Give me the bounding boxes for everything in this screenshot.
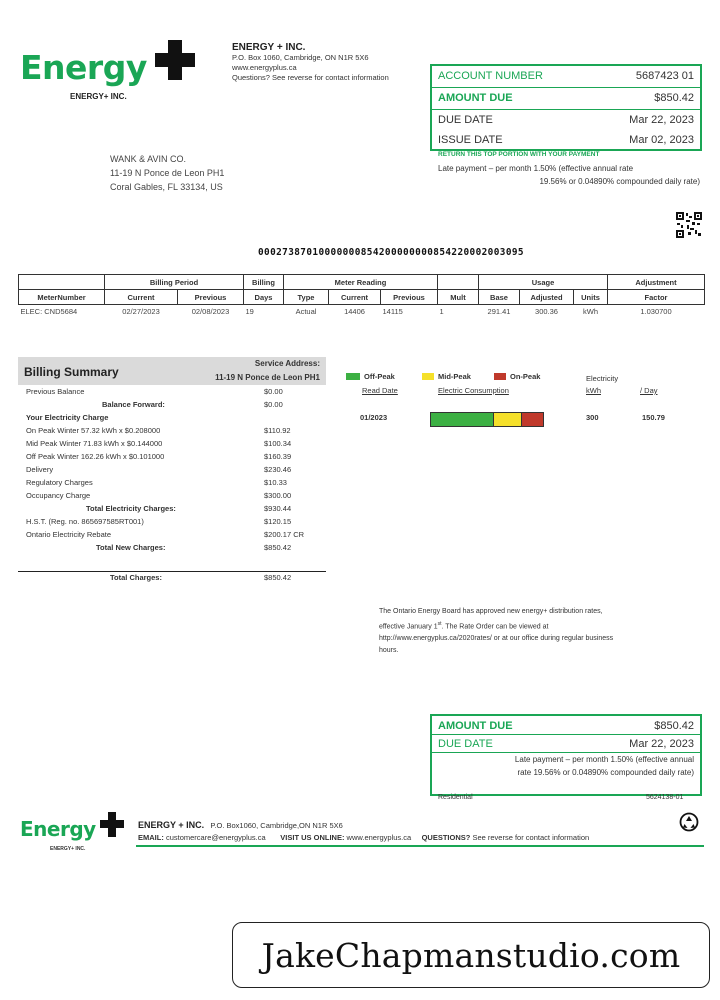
table-cell: 291.41 (487, 307, 511, 317)
row-amount: $0.00 (264, 400, 283, 409)
table-cell: 300.36 (535, 307, 558, 317)
row-amount: $120.15 (264, 517, 292, 526)
payment-scanline: 00027387010000000854200000000854220002003095 (258, 247, 524, 258)
email-link[interactable]: customercare@energyplus.ca (165, 833, 266, 842)
meter-reading-table (18, 274, 705, 319)
notice-line[interactable]: http://www.energyplus.ca/2020rates/ or at our office during regular business (379, 635, 614, 643)
row-label: Delivery (26, 465, 54, 474)
customer-city: Coral Gables, FL 33134, US (110, 182, 223, 192)
table-row (19, 305, 705, 319)
col-header: Mult (438, 290, 479, 305)
row-per-day: 150.79 (642, 413, 665, 422)
footer-logo (18, 812, 130, 854)
service-address-label: Service Address: (254, 359, 320, 368)
late-payment-note (438, 754, 694, 779)
rate-notice (379, 606, 701, 657)
consumption-panel (346, 372, 706, 432)
total-charges-amount: $850.42 (264, 573, 292, 582)
list-item (26, 451, 326, 464)
company-questions: Questions? See reverse for contact information (232, 73, 389, 82)
account-number: 5687423 01 (635, 70, 694, 82)
reference-number: 5624138-01 (646, 794, 684, 801)
row-amount: $930.44 (264, 504, 292, 513)
row-read-date: 01/2023 (360, 413, 388, 422)
list-item (26, 438, 326, 451)
remittance-box (430, 714, 702, 796)
list-item (26, 516, 326, 529)
row-amount: $200.17 CR (264, 530, 305, 539)
late-payment-note (438, 162, 700, 188)
notice-text: . The Rate Order can be viewed at (441, 623, 549, 631)
due-date-label: DUE DATE (438, 738, 493, 750)
due-date-row (438, 110, 694, 130)
col-header: Type (284, 290, 329, 305)
watermark-badge (232, 922, 710, 988)
row-amount: $850.42 (264, 543, 292, 552)
list-item (26, 542, 326, 555)
return-note: RETURN THIS TOP PORTION WITH YOUR PAYMENT (438, 151, 600, 158)
logo-subtitle: ENERGY+ INC. (50, 846, 86, 852)
logo-word: Energy (20, 817, 96, 841)
questions-label: QUESTIONS? (421, 833, 471, 842)
notice-line: hours. (379, 647, 399, 655)
row-label: Your Electricity Charge (26, 413, 109, 422)
footer-line-1 (138, 819, 589, 832)
electricity-label: Electricity (586, 374, 619, 383)
row-amount: $10.33 (264, 478, 287, 487)
kwh-label: kWh (586, 386, 601, 395)
mid-peak-segment (493, 413, 521, 426)
footer-info (138, 819, 589, 844)
notice-sup: st (437, 621, 442, 627)
usage-header: Usage (479, 275, 608, 290)
late-line-2: rate 19.56% or 0.04890% compounded daily rate) (517, 767, 694, 777)
due-date-row (438, 734, 694, 754)
col-header: Previous (381, 290, 438, 305)
amount-due: $850.42 (654, 92, 694, 104)
on-peak-legend: On-Peak (510, 372, 541, 381)
watermark-text: JakeChapmanstudio.com (261, 935, 681, 975)
mid-peak-legend: Mid-Peak (438, 372, 471, 381)
list-item (26, 386, 326, 399)
row-label: Ontario Electricity Rebate (26, 530, 112, 539)
row-amount: $230.46 (264, 465, 292, 474)
col-header: Previous (178, 290, 244, 305)
billing-summary-header (18, 357, 326, 385)
due-date: Mar 22, 2023 (629, 738, 694, 750)
list-item (26, 399, 326, 412)
off-peak-swatch (346, 373, 360, 380)
amount-due: $850.42 (654, 720, 694, 732)
row-label: H.S.T. (Reg. no. 865697585RT001) (26, 517, 144, 526)
mid-peak-swatch (422, 373, 434, 380)
issue-date: Mar 02, 2023 (629, 134, 694, 146)
issue-date-row (438, 130, 694, 150)
table-cell: 19 (245, 307, 254, 317)
row-label: Occupancy Charge (26, 491, 91, 500)
company-address: P.O. Box 1060, Cambridge, ON N1R 5X6 (232, 53, 369, 62)
list-item (26, 477, 326, 490)
footer-address: P.O. Box1060, Cambridge,ON N1R 5X6 (210, 821, 343, 830)
due-date-label: DUE DATE (438, 114, 493, 126)
footer-company-name: ENERGY + INC. (138, 820, 205, 830)
total-charges-label: Total Charges: (110, 573, 162, 582)
row-label: Total New Charges: (96, 543, 166, 552)
customer-address (110, 152, 224, 194)
amount-due-label: AMOUNT DUE (438, 720, 513, 732)
col-header: Days (244, 290, 284, 305)
off-peak-segment (431, 413, 493, 426)
notice-line (379, 618, 701, 633)
row-amount: $110.92 (264, 426, 291, 435)
list-item (26, 503, 326, 516)
billing-summary-title: Billing Summary (24, 365, 119, 379)
residential-label: Residential (438, 794, 473, 801)
account-number-label: ACCOUNT NUMBER (438, 70, 543, 82)
row-amount: $100.34 (264, 439, 292, 448)
table-cell: 1.030700 (640, 307, 672, 317)
list-item (26, 529, 326, 542)
amount-due-row (438, 716, 694, 736)
on-peak-swatch (494, 373, 506, 380)
row-amount: $0.00 (264, 387, 283, 396)
row-label: Off Peak Winter 162.26 kWh x $0.101000 (26, 452, 165, 461)
footer-line-2 (138, 832, 589, 844)
amount-due-label: AMOUNT DUE (438, 92, 513, 104)
customer-name: WANK & AVIN CO. (110, 154, 187, 164)
row-label: Previous Balance (26, 387, 85, 396)
late-line-1: Late payment – per month 1.50% (effective annual rate (438, 164, 634, 173)
row-amount: $160.39 (264, 452, 292, 461)
row-label: On Peak Winter 57.32 kWh x $0.208000 (26, 426, 161, 435)
row-label: Total Electricity Charges: (86, 504, 176, 513)
row-kwh: 300 (586, 413, 599, 422)
billing-header: Billing (244, 275, 284, 290)
off-peak-legend: Off-Peak (364, 372, 395, 381)
col-header: Current (105, 290, 178, 305)
qr-code-icon (676, 212, 702, 238)
adjustment-header: Adjustment (608, 275, 705, 290)
row-label: Mid Peak Winter 71.83 kWh x $0.144000 (26, 439, 163, 448)
on-peak-segment (521, 413, 543, 426)
meter-reading-header: Meter Reading (284, 275, 438, 290)
table-cell: 1 (439, 307, 444, 317)
late-line-2: 19.56% or 0.04890% compounded daily rate) (539, 177, 700, 186)
website-link[interactable]: www.energyplus.ca (346, 833, 412, 842)
company-logo (18, 40, 193, 110)
logo-subtitle: ENERGY+ INC. (70, 92, 127, 101)
table-column-header (19, 290, 705, 305)
questions-text: See reverse for contact information (472, 833, 590, 842)
table-cell: 02/27/2023 (122, 307, 160, 317)
footer-divider (136, 845, 704, 847)
table-cell: 14115 (382, 307, 403, 317)
read-date-label: Read Date (362, 386, 398, 395)
row-amount: $300.00 (264, 491, 292, 500)
row-label: Regulatory Charges (26, 478, 93, 487)
company-website[interactable]: www.energyplus.ca (232, 63, 297, 72)
due-date: Mar 22, 2023 (629, 114, 694, 126)
company-info (232, 42, 389, 83)
late-line-1: Late payment – per month 1.50% (effective annual (514, 755, 694, 764)
table-cell: 02/08/2023 (191, 307, 230, 317)
list-item (26, 490, 326, 503)
table-group-header (19, 275, 705, 290)
col-header: Factor (608, 290, 705, 305)
total-charges-row (26, 572, 326, 585)
billing-period-header: Billing Period (105, 275, 244, 290)
recycle-icon (679, 812, 699, 832)
col-header: Base (479, 290, 520, 305)
col-header: Adjusted (520, 290, 574, 305)
col-header: MeterNumber (19, 290, 105, 305)
list-item (26, 464, 326, 477)
electric-consumption-label: Electric Consumption (438, 386, 509, 395)
consumption-bar (430, 412, 544, 427)
visit-label: VISIT US ONLINE: (280, 833, 345, 842)
list-item (26, 425, 326, 438)
notice-line: The Ontario Energy Board has approved new energy+ distribution rates, (379, 608, 603, 615)
list-item (26, 412, 326, 425)
per-day-label: / Day (640, 386, 658, 395)
amount-due-row (438, 88, 694, 108)
col-header: Current (329, 290, 381, 305)
logo-word: Energy (20, 48, 147, 87)
row-label: Balance Forward: (102, 400, 165, 409)
table-cell: kWh (583, 307, 599, 317)
account-number-row (438, 66, 694, 86)
table-cell: Actual (295, 307, 317, 317)
notice-text: effective January 1 (379, 623, 438, 631)
table-cell: 14406 (344, 307, 365, 317)
company-name: ENERGY + INC. (232, 42, 306, 53)
table-cell: ELEC: CND5684 (20, 307, 78, 317)
email-label: EMAIL: (138, 833, 164, 842)
service-address: 11-19 N Ponce de Leon PH1 (215, 373, 320, 382)
account-box (430, 64, 702, 151)
col-header: Units (574, 290, 608, 305)
issue-date-label: ISSUE DATE (438, 134, 503, 146)
customer-street: 11-19 N Ponce de Leon PH1 (110, 168, 225, 178)
